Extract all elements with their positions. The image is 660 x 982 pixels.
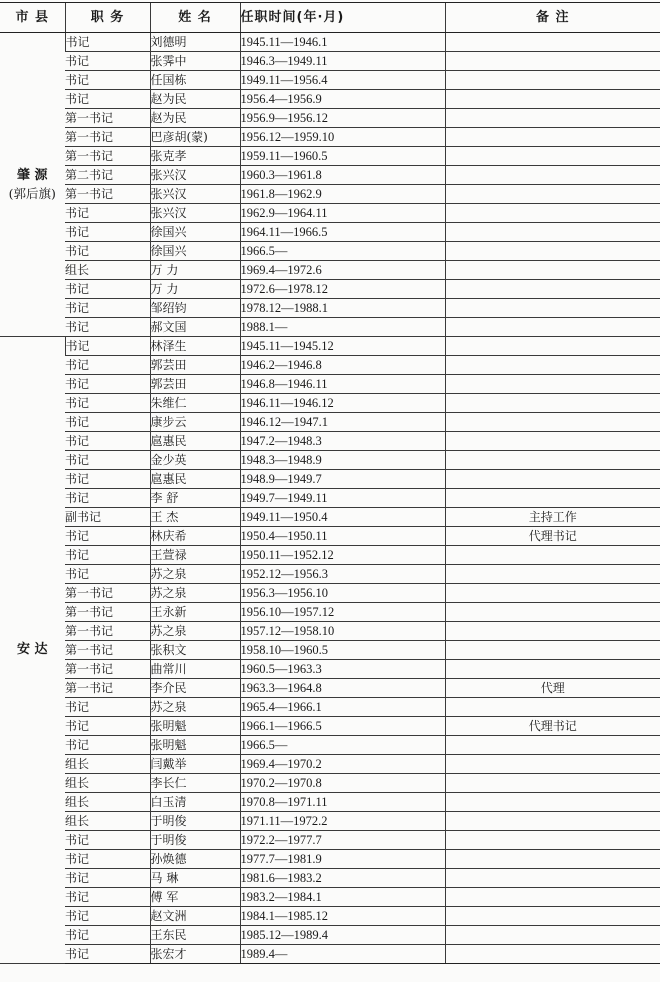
post-cell: 书记 — [65, 736, 150, 755]
term-cell: 1966.5— — [240, 736, 445, 755]
name-cell: 赵文洲 — [150, 907, 240, 926]
header-post: 职 务 — [65, 3, 150, 33]
note-cell — [445, 945, 660, 964]
post-cell: 第一书记 — [65, 622, 150, 641]
table-row — [0, 52, 660, 71]
note-cell — [445, 166, 660, 185]
name-cell: 张霁中 — [150, 52, 240, 71]
table-row — [0, 641, 660, 660]
name-cell: 郭芸田 — [150, 375, 240, 394]
post-cell: 书记 — [65, 33, 150, 52]
name-cell: 张明魁 — [150, 736, 240, 755]
name-cell: 万 力 — [150, 280, 240, 299]
note-cell — [445, 869, 660, 888]
post-cell: 书记 — [65, 831, 150, 850]
note-cell — [445, 413, 660, 432]
name-cell: 张宏才 — [150, 945, 240, 964]
term-cell: 1969.4—1972.6 — [240, 261, 445, 280]
name-cell: 李长仁 — [150, 774, 240, 793]
note-cell — [445, 736, 660, 755]
note-cell — [445, 223, 660, 242]
name-cell: 于明俊 — [150, 812, 240, 831]
note-cell — [445, 299, 660, 318]
table-row — [0, 622, 660, 641]
table-row — [0, 489, 660, 508]
term-cell: 1957.12—1958.10 — [240, 622, 445, 641]
name-cell: 张明魁 — [150, 717, 240, 736]
post-cell: 书记 — [65, 242, 150, 261]
term-cell: 1946.12—1947.1 — [240, 413, 445, 432]
table-row — [0, 527, 660, 546]
name-cell: 邹绍钧 — [150, 299, 240, 318]
post-cell: 书记 — [65, 413, 150, 432]
post-cell: 组长 — [65, 755, 150, 774]
table-row — [0, 185, 660, 204]
name-cell: 于明俊 — [150, 831, 240, 850]
name-cell: 张积文 — [150, 641, 240, 660]
term-cell: 1950.4—1950.11 — [240, 527, 445, 546]
name-cell: 苏之泉 — [150, 565, 240, 584]
post-cell: 书记 — [65, 451, 150, 470]
post-cell: 书记 — [65, 888, 150, 907]
post-cell: 书记 — [65, 337, 150, 356]
post-cell: 组长 — [65, 774, 150, 793]
post-cell: 第一书记 — [65, 641, 150, 660]
table-row — [0, 584, 660, 603]
table-row — [0, 375, 660, 394]
post-cell: 书记 — [65, 280, 150, 299]
note-cell — [445, 660, 660, 679]
note-cell — [445, 603, 660, 622]
term-cell: 1966.5— — [240, 242, 445, 261]
term-cell: 1972.2—1977.7 — [240, 831, 445, 850]
region-cell — [0, 337, 65, 964]
post-cell: 书记 — [65, 527, 150, 546]
name-cell: 张兴汉 — [150, 204, 240, 223]
term-cell: 1988.1— — [240, 318, 445, 337]
table-row — [0, 280, 660, 299]
table-header — [0, 3, 660, 33]
term-cell: 1984.1—1985.12 — [240, 907, 445, 926]
name-cell: 张兴汉 — [150, 166, 240, 185]
post-cell: 书记 — [65, 318, 150, 337]
note-cell — [445, 318, 660, 337]
table-row — [0, 413, 660, 432]
note-cell — [445, 489, 660, 508]
post-cell: 第一书记 — [65, 679, 150, 698]
table-row — [0, 109, 660, 128]
term-cell: 1971.11—1972.2 — [240, 812, 445, 831]
note-cell — [445, 356, 660, 375]
term-cell: 1956.4—1956.9 — [240, 90, 445, 109]
post-cell: 第一书记 — [65, 128, 150, 147]
name-cell: 万 力 — [150, 261, 240, 280]
term-cell: 1978.12—1988.1 — [240, 299, 445, 318]
table-row — [0, 736, 660, 755]
post-cell: 书记 — [65, 432, 150, 451]
note-cell — [445, 52, 660, 71]
note-cell — [445, 698, 660, 717]
note-cell — [445, 546, 660, 565]
table-row — [0, 774, 660, 793]
table-row — [0, 394, 660, 413]
term-cell: 1948.9—1949.7 — [240, 470, 445, 489]
table-row — [0, 470, 660, 489]
name-cell: 金少英 — [150, 451, 240, 470]
note-cell — [445, 147, 660, 166]
name-cell: 李介民 — [150, 679, 240, 698]
note-cell — [445, 812, 660, 831]
name-cell: 闫戴举 — [150, 755, 240, 774]
post-cell: 组长 — [65, 793, 150, 812]
term-cell: 1983.2—1984.1 — [240, 888, 445, 907]
term-cell: 1956.3—1956.10 — [240, 584, 445, 603]
post-cell: 书记 — [65, 926, 150, 945]
post-cell: 书记 — [65, 375, 150, 394]
region-name: 肇 源 — [16, 167, 48, 183]
post-cell: 第一书记 — [65, 603, 150, 622]
table-row — [0, 261, 660, 280]
table-row — [0, 223, 660, 242]
post-cell: 组长 — [65, 261, 150, 280]
note-cell — [445, 641, 660, 660]
note-cell — [445, 394, 660, 413]
note-cell — [445, 793, 660, 812]
table-body — [0, 33, 660, 964]
note-cell — [445, 33, 660, 52]
term-cell: 1964.11—1966.5 — [240, 223, 445, 242]
post-cell: 第二书记 — [65, 166, 150, 185]
note-cell — [445, 337, 660, 356]
term-cell: 1963.3—1964.8 — [240, 679, 445, 698]
note-cell — [445, 280, 660, 299]
term-cell: 1981.6—1983.2 — [240, 869, 445, 888]
post-cell: 第一书记 — [65, 147, 150, 166]
note-cell — [445, 90, 660, 109]
name-cell: 张克孝 — [150, 147, 240, 166]
table-row — [0, 432, 660, 451]
note-cell — [445, 185, 660, 204]
term-cell: 1946.8—1946.11 — [240, 375, 445, 394]
post-cell: 第一书记 — [65, 109, 150, 128]
term-cell: 1989.4— — [240, 945, 445, 964]
table-row — [0, 166, 660, 185]
name-cell: 张兴汉 — [150, 185, 240, 204]
table-row — [0, 546, 660, 565]
term-cell: 1949.11—1950.4 — [240, 508, 445, 527]
name-cell: 马 琳 — [150, 869, 240, 888]
table-row — [0, 204, 660, 223]
term-cell: 1946.11—1946.12 — [240, 394, 445, 413]
term-cell: 1970.8—1971.11 — [240, 793, 445, 812]
name-cell: 傅 军 — [150, 888, 240, 907]
note-cell — [445, 850, 660, 869]
name-cell: 徐国兴 — [150, 242, 240, 261]
term-cell: 1965.4—1966.1 — [240, 698, 445, 717]
note-cell — [445, 128, 660, 147]
term-cell: 1960.5—1963.3 — [240, 660, 445, 679]
note-cell — [445, 470, 660, 489]
name-cell: 扈惠民 — [150, 432, 240, 451]
note-cell: 主持工作 — [445, 508, 660, 527]
note-cell — [445, 622, 660, 641]
post-cell: 书记 — [65, 565, 150, 584]
term-cell: 1970.2—1970.8 — [240, 774, 445, 793]
table-row — [0, 755, 660, 774]
region-cell — [0, 33, 65, 337]
header-row — [0, 3, 660, 33]
name-cell: 孙焕德 — [150, 850, 240, 869]
name-cell: 赵为民 — [150, 109, 240, 128]
post-cell: 书记 — [65, 698, 150, 717]
table-row — [0, 926, 660, 945]
table-row — [0, 850, 660, 869]
table-row — [0, 242, 660, 261]
table-row — [0, 831, 660, 850]
table-row — [0, 793, 660, 812]
term-cell: 1977.7—1981.9 — [240, 850, 445, 869]
table-row — [0, 356, 660, 375]
note-cell — [445, 584, 660, 603]
name-cell: 扈惠民 — [150, 470, 240, 489]
table-row — [0, 147, 660, 166]
table-row — [0, 679, 660, 698]
note-cell — [445, 831, 660, 850]
note-cell: 代理 — [445, 679, 660, 698]
post-cell: 书记 — [65, 204, 150, 223]
term-cell: 1985.12—1989.4 — [240, 926, 445, 945]
term-cell: 1945.11—1945.12 — [240, 337, 445, 356]
table-row — [0, 318, 660, 337]
table-row — [0, 90, 660, 109]
table-row — [0, 565, 660, 584]
post-cell: 书记 — [65, 223, 150, 242]
header-note: 备 注 — [445, 3, 660, 33]
officials-table — [0, 2, 660, 964]
post-cell: 书记 — [65, 394, 150, 413]
table-row — [0, 869, 660, 888]
name-cell: 任国栋 — [150, 71, 240, 90]
table-row — [0, 337, 660, 356]
term-cell: 1949.7—1949.11 — [240, 489, 445, 508]
note-cell — [445, 71, 660, 90]
name-cell: 苏之泉 — [150, 584, 240, 603]
note-cell — [445, 907, 660, 926]
post-cell: 组长 — [65, 812, 150, 831]
post-cell: 书记 — [65, 850, 150, 869]
table-row — [0, 603, 660, 622]
note-cell — [445, 774, 660, 793]
term-cell: 1949.11—1956.4 — [240, 71, 445, 90]
table-row — [0, 660, 660, 679]
term-cell: 1945.11—1946.1 — [240, 33, 445, 52]
post-cell: 第一书记 — [65, 584, 150, 603]
note-cell — [445, 755, 660, 774]
name-cell: 王永新 — [150, 603, 240, 622]
name-cell: 朱维仁 — [150, 394, 240, 413]
name-cell: 李 舒 — [150, 489, 240, 508]
term-cell: 1958.10—1960.5 — [240, 641, 445, 660]
note-cell: 代理书记 — [445, 717, 660, 736]
post-cell: 书记 — [65, 489, 150, 508]
name-cell: 王东民 — [150, 926, 240, 945]
name-cell: 徐国兴 — [150, 223, 240, 242]
region-alias: (郭后旗) — [8, 185, 56, 201]
term-cell: 1946.2—1946.8 — [240, 356, 445, 375]
name-cell: 康步云 — [150, 413, 240, 432]
term-cell: 1947.2—1948.3 — [240, 432, 445, 451]
term-cell: 1956.9—1956.12 — [240, 109, 445, 128]
term-cell: 1956.10—1957.12 — [240, 603, 445, 622]
note-cell — [445, 375, 660, 394]
name-cell: 郭芸田 — [150, 356, 240, 375]
name-cell: 巴彦胡(蒙) — [150, 128, 240, 147]
header-city-county: 市 县 — [0, 3, 65, 33]
post-cell: 书记 — [65, 356, 150, 375]
name-cell: 白玉清 — [150, 793, 240, 812]
term-cell: 1969.4—1970.2 — [240, 755, 445, 774]
header-name: 姓 名 — [150, 3, 240, 33]
table-row — [0, 128, 660, 147]
post-cell: 第一书记 — [65, 660, 150, 679]
post-cell: 书记 — [65, 546, 150, 565]
term-cell: 1961.8—1962.9 — [240, 185, 445, 204]
post-cell: 书记 — [65, 90, 150, 109]
note-cell — [445, 261, 660, 280]
table-row — [0, 299, 660, 318]
note-cell: 代理书记 — [445, 527, 660, 546]
table-row — [0, 812, 660, 831]
term-cell: 1962.9—1964.11 — [240, 204, 445, 223]
post-cell: 书记 — [65, 717, 150, 736]
table-row — [0, 71, 660, 90]
post-cell: 书记 — [65, 470, 150, 489]
note-cell — [445, 926, 660, 945]
note-cell — [445, 109, 660, 128]
table-row — [0, 888, 660, 907]
post-cell: 书记 — [65, 945, 150, 964]
note-cell — [445, 204, 660, 223]
term-cell: 1946.3—1949.11 — [240, 52, 445, 71]
name-cell: 赵为民 — [150, 90, 240, 109]
name-cell: 曲常川 — [150, 660, 240, 679]
table-row — [0, 451, 660, 470]
name-cell: 刘德明 — [150, 33, 240, 52]
post-cell: 书记 — [65, 869, 150, 888]
post-cell: 书记 — [65, 907, 150, 926]
table-row — [0, 945, 660, 964]
post-cell: 书记 — [65, 71, 150, 90]
term-cell: 1950.11—1952.12 — [240, 546, 445, 565]
post-cell: 第一书记 — [65, 185, 150, 204]
table-row — [0, 717, 660, 736]
post-cell: 书记 — [65, 299, 150, 318]
table-row — [0, 33, 660, 52]
note-cell — [445, 242, 660, 261]
name-cell: 林庆希 — [150, 527, 240, 546]
name-cell: 郝文国 — [150, 318, 240, 337]
post-cell: 副书记 — [65, 508, 150, 527]
name-cell: 苏之泉 — [150, 622, 240, 641]
term-cell: 1960.3—1961.8 — [240, 166, 445, 185]
note-cell — [445, 451, 660, 470]
table-row — [0, 907, 660, 926]
name-cell: 王 杰 — [150, 508, 240, 527]
term-cell: 1948.3—1948.9 — [240, 451, 445, 470]
term-cell: 1966.1—1966.5 — [240, 717, 445, 736]
table-row — [0, 698, 660, 717]
name-cell: 王萱禄 — [150, 546, 240, 565]
table-row — [0, 508, 660, 527]
name-cell: 苏之泉 — [150, 698, 240, 717]
term-cell: 1959.11—1960.5 — [240, 147, 445, 166]
post-cell: 书记 — [65, 52, 150, 71]
header-term: 任职时间(年·月) — [240, 3, 445, 33]
term-cell: 1972.6—1978.12 — [240, 280, 445, 299]
note-cell — [445, 888, 660, 907]
name-cell: 林泽生 — [150, 337, 240, 356]
term-cell: 1952.12—1956.3 — [240, 565, 445, 584]
term-cell: 1956.12—1959.10 — [240, 128, 445, 147]
region-name: 安 达 — [16, 642, 48, 657]
note-cell — [445, 432, 660, 451]
note-cell — [445, 565, 660, 584]
